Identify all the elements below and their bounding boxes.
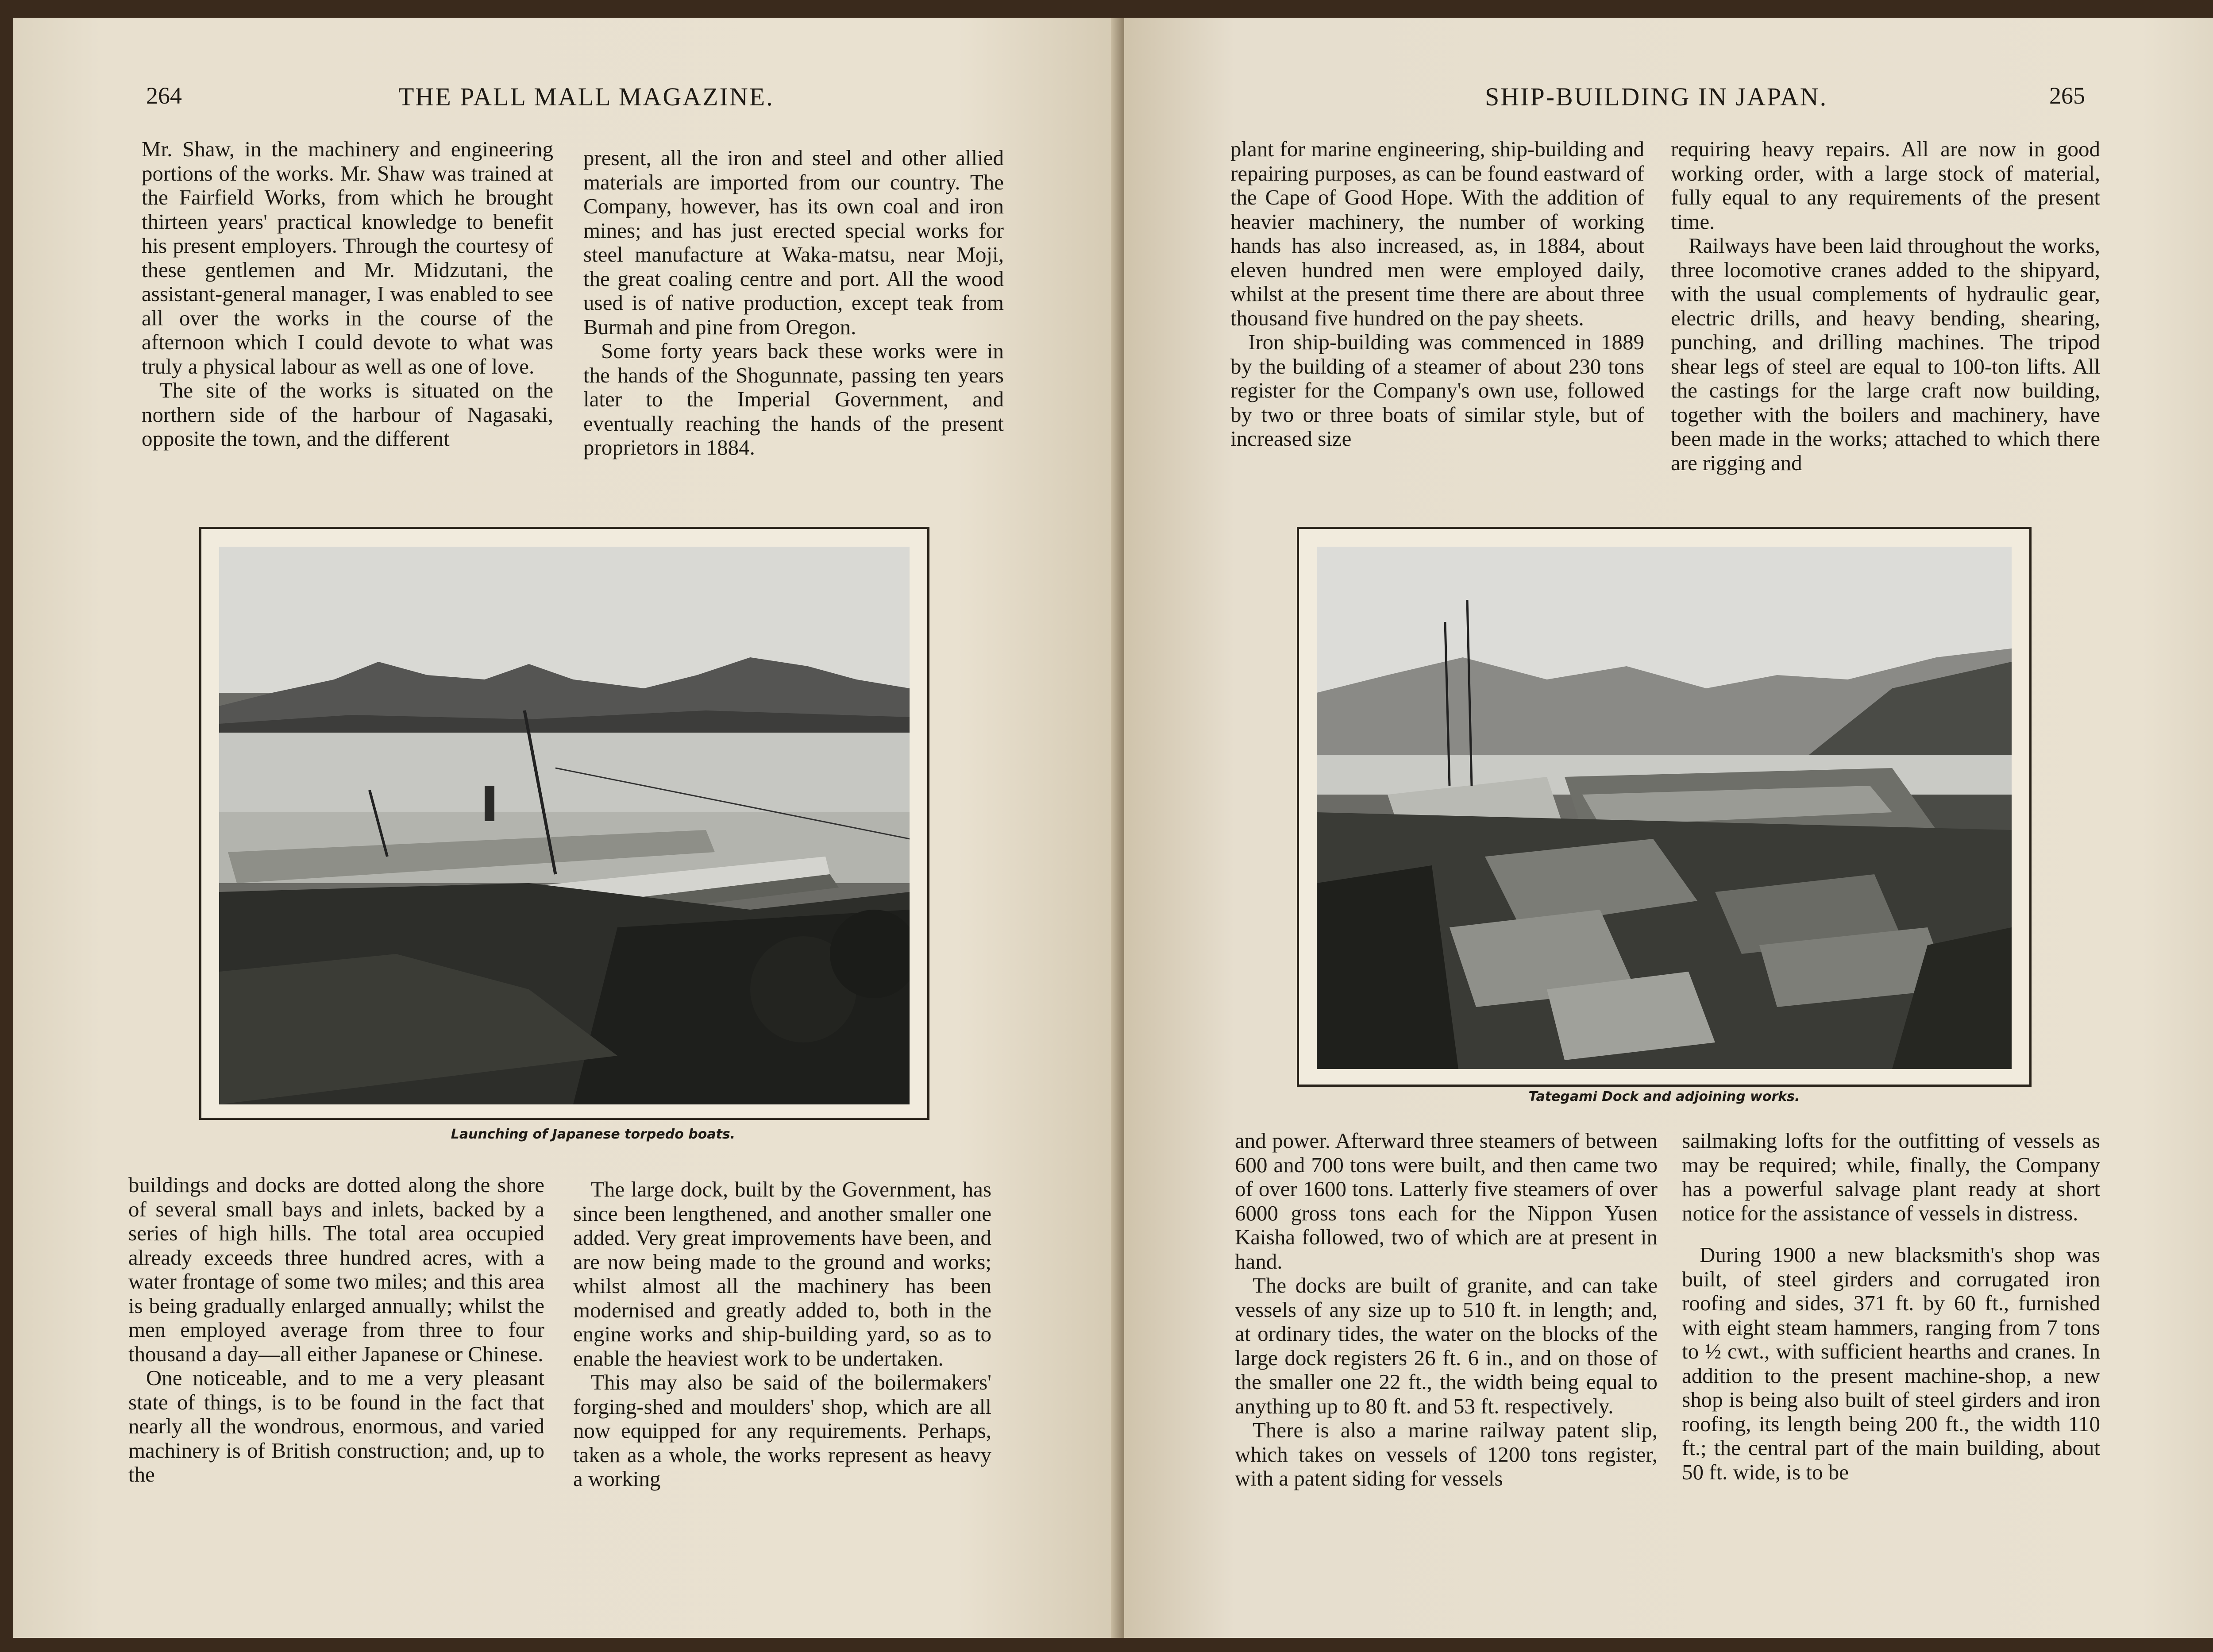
paragraph: One noticeable, and to me a very pleasant state of things, is to be found in the fact that nearly all the wondrous, enormous, and varied machinery is of British construction; and, up to the xyxy=(128,1366,544,1486)
paragraph: and power. Afterward three steamers of between 600 and 700 tons were built, and then came two of over 1600 tons. Latterly five steamers of over 6000 gross tons each for the Nippon Yusen Kaisha followed, two of which are at present in hand. xyxy=(1235,1128,1658,1274)
right-running-head: SHIP-BUILDING IN JAPAN. xyxy=(1485,82,1828,111)
dock-works-illustration xyxy=(1317,547,2012,1069)
harbour-launch-illustration xyxy=(219,547,910,1104)
paragraph: requiring heavy repairs. All are now in good working order, with a large stock of material, fully equal to any requirements of the present time. xyxy=(1671,137,2100,234)
left-col2-bottom xyxy=(573,1177,991,1491)
paragraph: Railways have been laid throughout the works, three locomotive cranes added to the shipyard, with the usual complements of hydraulic gear, electric drills, and heavy bending, shearing, punching, and drilling machines. The tripod shear legs of steel are equal to 100-ton lifts. All the castings for the large craft now building, together with the boilers and machinery, have been made in the works; attached to which there are rigging and xyxy=(1671,233,2100,475)
left-col2-top xyxy=(583,146,1004,460)
right-col1-bottom xyxy=(1235,1129,1658,1491)
left-running-head: THE PALL MALL MAGAZINE. xyxy=(398,82,774,111)
paragraph: This may also be said of the boilermakers' forging-shed and moulders' shop, which are all now equipped for any requirements. Perhaps, taken as a whole, the works represent as heavy a working xyxy=(573,1370,991,1491)
paragraph: The docks are built of granite, and can take vessels of any size up to 510 ft. in length; and, at ordinary tides, the water on the blocks of the large dock registers 26 ft. 6 in., and on those of the smaller one 22 ft., the width being equal to anything up to 80 ft. and 53 ft. respectively. xyxy=(1235,1273,1658,1418)
right-figure-caption: Tategami Dock and adjoining works. xyxy=(1528,1089,1800,1104)
left-figure-frame xyxy=(199,527,929,1120)
paragraph: During 1900 a new blacksmith's shop was built, of steel girders and corrugated iron roofing and sides, 371 ft. by 60 ft., furnished with eight steam hammers, ranging from 7 tons to ½ cwt., with sufficient hearths and cranes. In addition to the present machine-shop, a new shop is being also built of steel girders and iron roofing, its length being 200 ft., the width 110 ft.; the central part of the main building, about 50 ft. wide, is to be xyxy=(1682,1243,2100,1484)
right-col1-top xyxy=(1230,137,1644,451)
paragraph: Some forty years back these works were in the hands of the Shogunnate, passing ten years later to the Imperial Government, and eventually reaching the hands of the present proprietors in 1884. xyxy=(583,339,1004,459)
right-page-number: 265 xyxy=(2049,82,2085,109)
paragraph: The large dock, built by the Government, has since been lengthened, and another smaller one added. Very great improvements have been, and are now being made to the ground and works; whilst almost all the machinery has been modernised and greatly added to, both in the engine works and ship-building yard, so as to enable the heaviest work to be undertaken. xyxy=(573,1177,991,1370)
left-page-number: 264 xyxy=(146,82,182,109)
paragraph: There is also a marine railway patent slip, which takes on vessels of 1200 tons register, with a patent siding for vessels xyxy=(1235,1418,1658,1490)
paragraph: Iron ship-building was commenced in 1889 by the building of a steamer of about 230 tons register for the Company's own use, followed by two or three boats of similar style, but of increased size xyxy=(1230,330,1644,451)
left-col1-bottom xyxy=(128,1173,544,1487)
left-col1-top xyxy=(142,137,553,451)
paragraph: The site of the works is situated on the northern side of the harbour of Nagasaki, opposite the town, and the different xyxy=(142,378,553,451)
paragraph: buildings and docks are dotted along the shore of several small bays and inlets, backed by a series of high hills. The total area occupied already exceeds three hundred acres, with a water frontage of some two miles; and this area is being gradually enlarged annually; whilst the men employed average from three to four thousand a day—all either Japanese or Chinese. xyxy=(128,1173,544,1366)
paragraph: present, all the iron and steel and other allied materials are imported from our country. The Company, however, has its own coal and iron mines; and has just erected special works for steel manufacture at Waka-matsu, near Moji, the great coaling centre and port. All the wood used is of native production, except teak from Burmah and pine from Oregon. xyxy=(583,146,1004,339)
paragraph: sailmaking lofts for the outfitting of vessels as may be required; while, finally, the Company has a powerful salvage plant ready at short notice for the assistance of vessels in distress. xyxy=(1682,1128,2100,1225)
right-figure-frame xyxy=(1297,527,2032,1087)
torpedo-boats-photo xyxy=(219,547,910,1104)
tategami-dock-photo xyxy=(1317,547,2012,1069)
left-figure-caption: Launching of Japanese torpedo boats. xyxy=(451,1127,736,1142)
right-col2-top xyxy=(1671,137,2100,475)
paragraph: Mr. Shaw, in the machinery and engineering portions of the works. Mr. Shaw was trained at the Fairfield Works, from which he brought thirteen years' practical knowledge to benefit his present employers. Through the courtesy of these gentlemen and Mr. Midzutani, the assistant-general manager, I was enabled to see all over the works in the course of the afternoon which I could devote to what was truly a physical labour as well as one of love. xyxy=(142,137,553,378)
right-col2-bottom xyxy=(1682,1129,2100,1484)
paragraph: plant for marine engineering, ship-building and repairing purposes, as can be found eastward of the Cape of Good Hope. With the addition of heavier machinery, the number of working hands has also increased, as, in 1884, about eleven hundred men were employed daily, whilst at the present time there are about three thousand five hundred on the pay sheets. xyxy=(1230,137,1644,330)
